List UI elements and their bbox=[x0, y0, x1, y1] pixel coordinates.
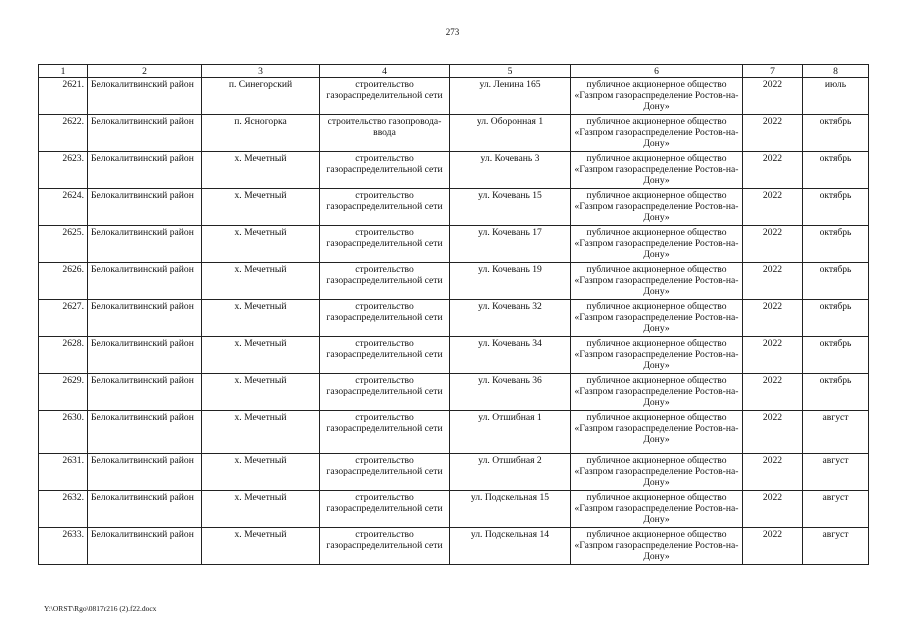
table-row bbox=[39, 411, 869, 454]
organization-cell: публичное акционерное общество «Газпром газораспределение Ростов-на-Дону» bbox=[571, 411, 743, 454]
address-cell: ул. Кочевань 34 bbox=[450, 337, 571, 374]
month-cell: август bbox=[803, 454, 869, 491]
address-cell: ул. Отшибная 1 bbox=[450, 411, 571, 454]
table-row bbox=[39, 528, 869, 565]
district-cell: Белокалитвинский район bbox=[88, 374, 202, 411]
work-type-cell: строительство газораспределительной сети bbox=[320, 491, 450, 528]
organization-cell: публичное акционерное общество «Газпром газораспределение Ростов-на-Дону» bbox=[571, 374, 743, 411]
locality-cell: х. Мечетный bbox=[202, 337, 320, 374]
organization-cell: публичное акционерное общество «Газпром газораспределение Ростов-на-Дону» bbox=[571, 300, 743, 337]
year-cell: 2022 bbox=[743, 78, 803, 115]
work-type-cell: строительство газопровода-ввода bbox=[320, 115, 450, 152]
month-cell: август bbox=[803, 491, 869, 528]
locality-cell: х. Мечетный bbox=[202, 528, 320, 565]
row-number: 2626. bbox=[39, 263, 88, 300]
column-header: 4 bbox=[320, 65, 450, 78]
row-number: 2623. bbox=[39, 152, 88, 189]
locality-cell: х. Мечетный bbox=[202, 226, 320, 263]
year-cell: 2022 bbox=[743, 189, 803, 226]
table-row bbox=[39, 374, 869, 411]
table-row bbox=[39, 226, 869, 263]
locality-cell: х. Мечетный bbox=[202, 189, 320, 226]
row-number: 2632. bbox=[39, 491, 88, 528]
year-cell: 2022 bbox=[743, 263, 803, 300]
row-number: 2633. bbox=[39, 528, 88, 565]
address-cell: ул. Кочевань 19 bbox=[450, 263, 571, 300]
year-cell: 2022 bbox=[743, 374, 803, 411]
district-cell: Белокалитвинский район bbox=[88, 491, 202, 528]
organization-cell: публичное акционерное общество «Газпром газораспределение Ростов-на-Дону» bbox=[571, 115, 743, 152]
address-cell: ул. Оборонная 1 bbox=[450, 115, 571, 152]
year-cell: 2022 bbox=[743, 491, 803, 528]
district-cell: Белокалитвинский район bbox=[88, 226, 202, 263]
address-cell: ул. Кочевань 36 bbox=[450, 374, 571, 411]
locality-cell: п. Ясногорка bbox=[202, 115, 320, 152]
column-header: 8 bbox=[803, 65, 869, 78]
work-type-cell: строительство газораспределительной сети bbox=[320, 300, 450, 337]
month-cell: август bbox=[803, 411, 869, 454]
work-type-cell: строительство газораспределительной сети bbox=[320, 226, 450, 263]
district-cell: Белокалитвинский район bbox=[88, 152, 202, 189]
table-row bbox=[39, 337, 869, 374]
address-cell: ул. Ленина 165 bbox=[450, 78, 571, 115]
column-header: 3 bbox=[202, 65, 320, 78]
row-number: 2629. bbox=[39, 374, 88, 411]
month-cell: октябрь bbox=[803, 226, 869, 263]
locality-cell: х. Мечетный bbox=[202, 300, 320, 337]
organization-cell: публичное акционерное общество «Газпром газораспределение Ростов-на-Дону» bbox=[571, 454, 743, 491]
address-cell: ул. Кочевань 17 bbox=[450, 226, 571, 263]
year-cell: 2022 bbox=[743, 226, 803, 263]
organization-cell: публичное акционерное общество «Газпром газораспределение Ростов-на-Дону» bbox=[571, 528, 743, 565]
locality-cell: х. Мечетный bbox=[202, 454, 320, 491]
organization-cell: публичное акционерное общество «Газпром газораспределение Ростов-на-Дону» bbox=[571, 78, 743, 115]
locality-cell: х. Мечетный bbox=[202, 263, 320, 300]
page-number: 273 bbox=[445, 27, 460, 37]
work-type-cell: строительство газораспределительной сети bbox=[320, 263, 450, 300]
work-type-cell: строительство газораспределительной сети bbox=[320, 528, 450, 565]
month-cell: октябрь bbox=[803, 115, 869, 152]
month-cell: октябрь bbox=[803, 152, 869, 189]
row-number: 2628. bbox=[39, 337, 88, 374]
work-type-cell: строительство газораспределительной сети bbox=[320, 454, 450, 491]
row-number: 2627. bbox=[39, 300, 88, 337]
work-type-cell: строительство газораспределительной сети bbox=[320, 411, 450, 454]
district-cell: Белокалитвинский район bbox=[88, 115, 202, 152]
locality-cell: х. Мечетный bbox=[202, 491, 320, 528]
address-cell: ул. Кочевань 15 bbox=[450, 189, 571, 226]
year-cell: 2022 bbox=[743, 528, 803, 565]
month-cell: июль bbox=[803, 78, 869, 115]
schedule-table bbox=[38, 64, 869, 565]
column-header: 5 bbox=[450, 65, 571, 78]
year-cell: 2022 bbox=[743, 152, 803, 189]
year-cell: 2022 bbox=[743, 300, 803, 337]
table-row bbox=[39, 454, 869, 491]
work-type-cell: строительство газораспределительной сети bbox=[320, 78, 450, 115]
locality-cell: х. Мечетный bbox=[202, 152, 320, 189]
organization-cell: публичное акционерное общество «Газпром газораспределение Ростов-на-Дону» bbox=[571, 152, 743, 189]
work-type-cell: строительство газораспределительной сети bbox=[320, 337, 450, 374]
organization-cell: публичное акционерное общество «Газпром газораспределение Ростов-на-Дону» bbox=[571, 337, 743, 374]
address-cell: ул. Отшибная 2 bbox=[450, 454, 571, 491]
organization-cell: публичное акционерное общество «Газпром газораспределение Ростов-на-Дону» bbox=[571, 491, 743, 528]
row-number: 2625. bbox=[39, 226, 88, 263]
table-row bbox=[39, 189, 869, 226]
year-cell: 2022 bbox=[743, 337, 803, 374]
work-type-cell: строительство газораспределительной сети bbox=[320, 374, 450, 411]
year-cell: 2022 bbox=[743, 454, 803, 491]
row-number: 2624. bbox=[39, 189, 88, 226]
table-row bbox=[39, 491, 869, 528]
month-cell: октябрь bbox=[803, 337, 869, 374]
organization-cell: публичное акционерное общество «Газпром газораспределение Ростов-на-Дону» bbox=[571, 226, 743, 263]
table-row bbox=[39, 152, 869, 189]
column-header: 2 bbox=[88, 65, 202, 78]
column-header: 1 bbox=[39, 65, 88, 78]
column-header: 7 bbox=[743, 65, 803, 78]
month-cell: октябрь bbox=[803, 300, 869, 337]
year-cell: 2022 bbox=[743, 115, 803, 152]
work-type-cell: строительство газораспределительной сети bbox=[320, 152, 450, 189]
address-cell: ул. Кочевань 32 bbox=[450, 300, 571, 337]
column-header: 6 bbox=[571, 65, 743, 78]
district-cell: Белокалитвинский район bbox=[88, 337, 202, 374]
district-cell: Белокалитвинский район bbox=[88, 189, 202, 226]
address-cell: ул. Подскельная 15 bbox=[450, 491, 571, 528]
work-type-cell: строительство газораспределительной сети bbox=[320, 189, 450, 226]
locality-cell: п. Синегорский bbox=[202, 78, 320, 115]
document-file-path: Y:\ORST\Rgo\0817r216 (2).f22.docx bbox=[44, 604, 157, 613]
month-cell: октябрь bbox=[803, 263, 869, 300]
district-cell: Белокалитвинский район bbox=[88, 78, 202, 115]
district-cell: Белокалитвинский район bbox=[88, 300, 202, 337]
district-cell: Белокалитвинский район bbox=[88, 411, 202, 454]
month-cell: октябрь bbox=[803, 189, 869, 226]
row-number: 2631. bbox=[39, 454, 88, 491]
address-cell: ул. Подскельная 14 bbox=[450, 528, 571, 565]
table-row bbox=[39, 78, 869, 115]
table-row bbox=[39, 263, 869, 300]
district-cell: Белокалитвинский район bbox=[88, 528, 202, 565]
year-cell: 2022 bbox=[743, 411, 803, 454]
row-number: 2622. bbox=[39, 115, 88, 152]
organization-cell: публичное акционерное общество «Газпром газораспределение Ростов-на-Дону» bbox=[571, 189, 743, 226]
row-number: 2630. bbox=[39, 411, 88, 454]
locality-cell: х. Мечетный bbox=[202, 374, 320, 411]
organization-cell: публичное акционерное общество «Газпром газораспределение Ростов-на-Дону» bbox=[571, 263, 743, 300]
address-cell: ул. Кочевань 3 bbox=[450, 152, 571, 189]
month-cell: октябрь bbox=[803, 374, 869, 411]
locality-cell: х. Мечетный bbox=[202, 411, 320, 454]
row-number: 2621. bbox=[39, 78, 88, 115]
month-cell: август bbox=[803, 528, 869, 565]
district-cell: Белокалитвинский район bbox=[88, 263, 202, 300]
table-header-row bbox=[39, 65, 869, 78]
table-row bbox=[39, 115, 869, 152]
table-row bbox=[39, 300, 869, 337]
district-cell: Белокалитвинский район bbox=[88, 454, 202, 491]
